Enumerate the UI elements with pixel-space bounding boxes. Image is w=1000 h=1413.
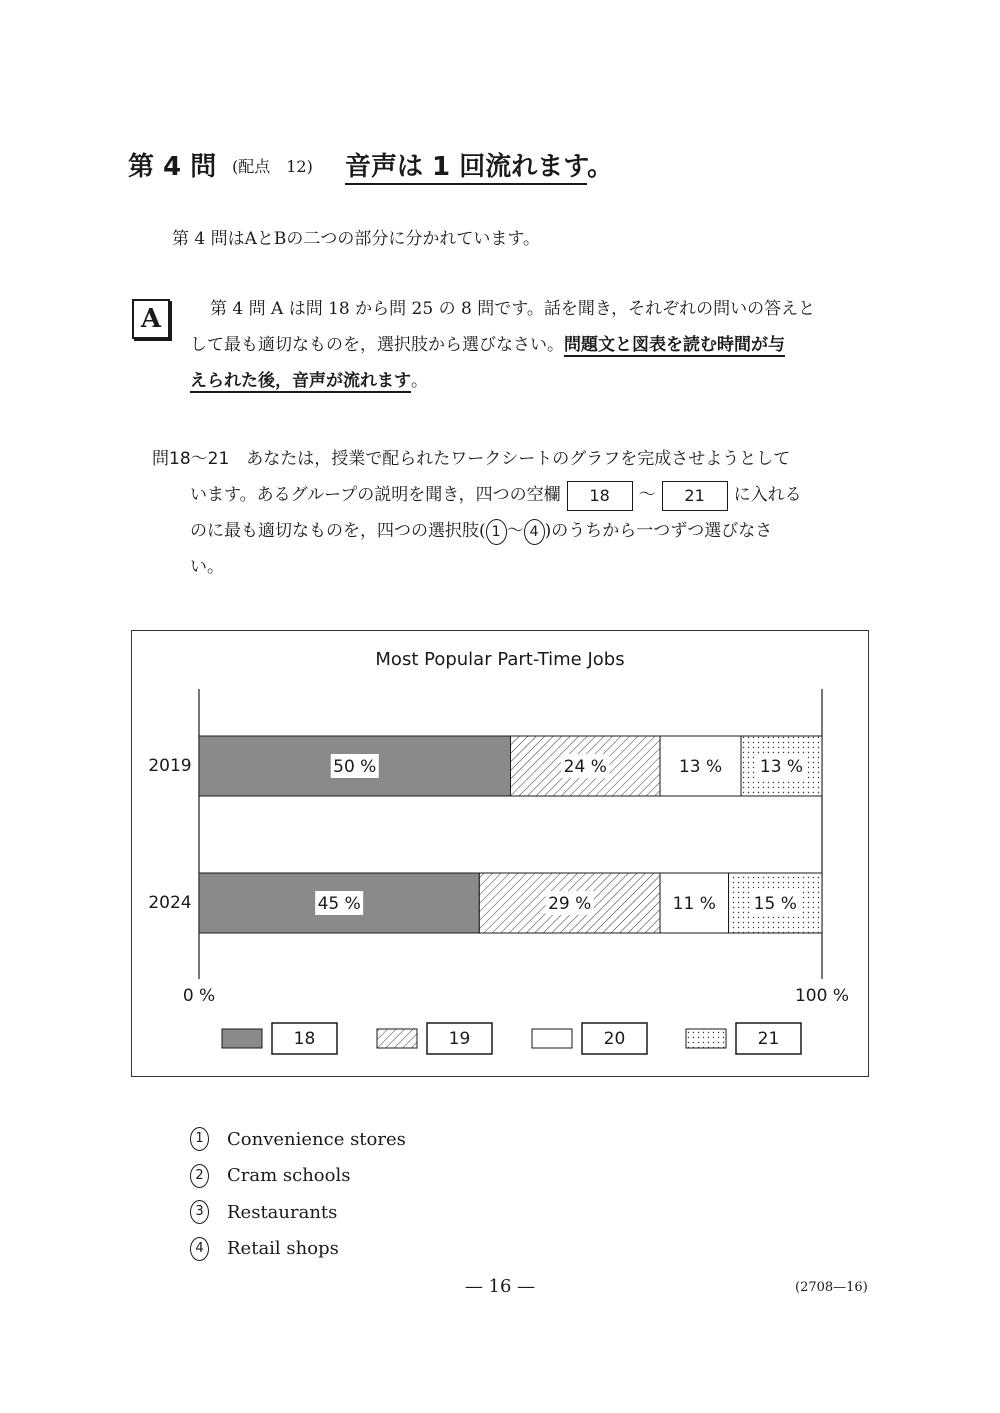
- question-line1-text: あなたは，授業で配られたワークシートのグラフを完成させようとして: [246, 449, 791, 469]
- question-line3: のに最も適切なものを，四つの選択肢( 1 ～ 4 )のうちから一つずつ選びなさ: [152, 513, 872, 549]
- value-label-2019-18: 50 %: [333, 757, 377, 777]
- legend-label-21: 21: [757, 1029, 780, 1049]
- stacked-bar-chart: [132, 631, 868, 1076]
- question-block: [152, 441, 872, 585]
- section-a-line3-underline: えられた後，音声が流れます: [190, 371, 411, 391]
- question-line4: い。: [190, 557, 224, 577]
- section-a-label: A: [132, 299, 170, 339]
- option-number-circle: 3: [190, 1200, 209, 1224]
- section-a-line2-underline: 問題文と図表を読む時間が与: [564, 335, 785, 355]
- choice-circle-1: 1: [486, 519, 507, 545]
- chart-frame: [131, 630, 869, 1077]
- question-line2-b: に入れる: [733, 485, 802, 505]
- x-tick-label-100: 100 %: [794, 986, 850, 1006]
- legend-label-18: 18: [293, 1029, 316, 1049]
- question-line2-a: います。あるグループの説明を聞き，四つの空欄: [190, 485, 561, 505]
- x-tick-label-0: 0 %: [182, 986, 216, 1006]
- option-1: [190, 1127, 406, 1151]
- option-3: [190, 1200, 337, 1224]
- category-label-2019: 2019: [148, 756, 192, 776]
- question-title: 第 4 問: [128, 152, 217, 182]
- value-label-2019-20: 13 %: [678, 757, 723, 777]
- audio-note: [345, 146, 613, 183]
- section-a-line2-plain: して最も適切なものを，選択肢から選びなさい。: [190, 335, 564, 355]
- option-4: [190, 1237, 339, 1261]
- tilde: ～: [638, 485, 656, 505]
- option-number-circle: 2: [190, 1164, 209, 1188]
- value-label-2024-21: 15 %: [753, 894, 797, 914]
- category-label-2024: 2024: [148, 893, 192, 913]
- option-label: Convenience stores: [227, 1128, 406, 1150]
- tilde-2: ～: [506, 521, 524, 541]
- legend-swatch-19: [377, 1029, 417, 1048]
- choice-circle-4: 4: [524, 519, 545, 545]
- value-label-2019-19: 24 %: [563, 757, 607, 777]
- question-line2: [152, 477, 872, 513]
- question-line1: [152, 441, 872, 477]
- intro-text: 第 4 問はAとBの二つの部分に分かれています。: [172, 229, 541, 249]
- section-a-line3-end: 。: [411, 371, 428, 391]
- legend-label-20: 20: [603, 1029, 626, 1049]
- audio-note-text: 音声は 1 回流れます: [345, 152, 587, 185]
- section-a-instructions: [190, 291, 870, 399]
- value-label-2024-20: 11 %: [672, 894, 716, 914]
- audio-note-end: 。: [587, 152, 614, 182]
- option-number-circle: 4: [190, 1237, 209, 1261]
- legend-swatch-18: [222, 1029, 262, 1048]
- points-label: (配点 12): [232, 157, 313, 176]
- chart-title: Most Popular Part-Time Jobs: [375, 649, 625, 670]
- value-label-2019-21: 13 %: [759, 757, 804, 777]
- legend-label-19: 19: [448, 1029, 471, 1049]
- question-number: 問18～21: [152, 449, 230, 469]
- page-number: — 16 —: [464, 1276, 536, 1297]
- option-label: Retail shops: [227, 1238, 339, 1259]
- section-a-line1: 第 4 問 A は問 18 から問 25 の 8 問です。話を聞き，それぞれの問いの答えと: [210, 299, 816, 319]
- question-line3-b: のうちから一つずつ選びなさ: [551, 521, 773, 541]
- option-2: [190, 1164, 350, 1188]
- section-a-line3: [190, 363, 870, 399]
- blank-box-18: 18: [567, 481, 633, 511]
- option-number-circle: 1: [190, 1127, 209, 1151]
- legend-swatch-20: [532, 1029, 572, 1048]
- blank-box-21: 21: [662, 481, 728, 511]
- value-label-2024-19: 29 %: [548, 894, 592, 914]
- option-label: Restaurants: [227, 1201, 338, 1223]
- legend-swatch-21: [686, 1029, 726, 1048]
- page-code: (2708—16): [795, 1280, 868, 1295]
- value-label-2024-18: 45 %: [317, 894, 361, 914]
- section-a-line2: [190, 327, 870, 363]
- question-line3-a: のに最も適切なものを，四つの選択肢: [190, 521, 479, 541]
- option-label: Cram schools: [227, 1165, 351, 1186]
